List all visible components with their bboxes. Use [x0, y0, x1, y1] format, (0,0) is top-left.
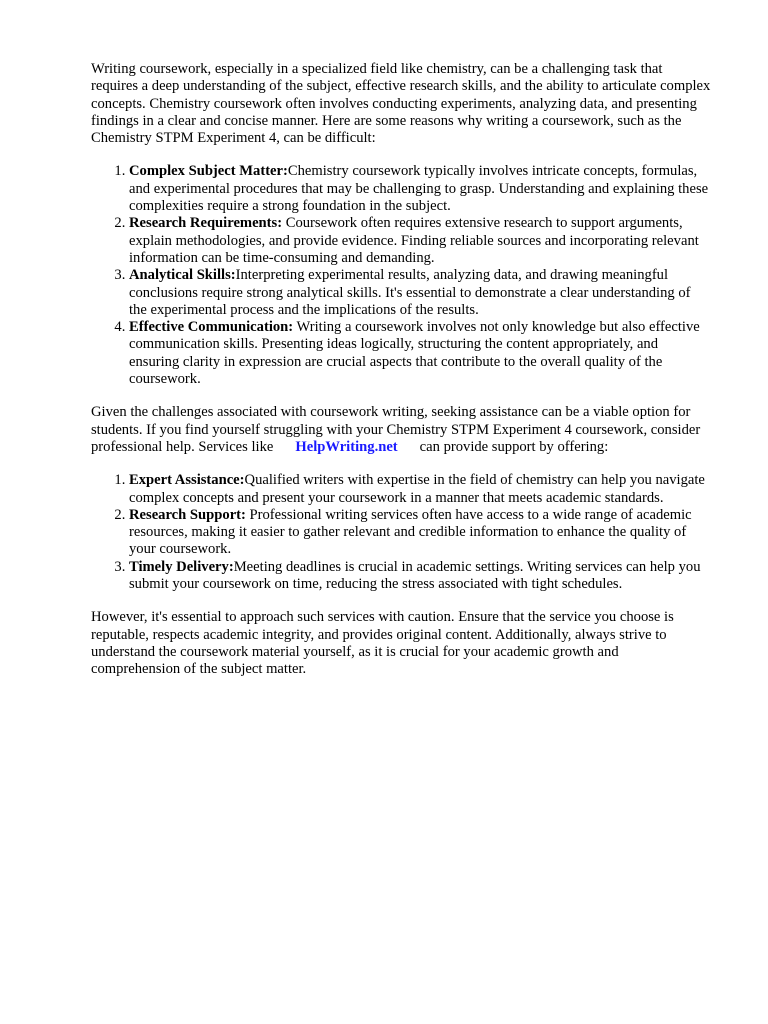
list-item [129, 559, 711, 594]
list-item [129, 319, 711, 388]
list-item-term: Analytical Skills: [129, 267, 236, 284]
list-item [129, 507, 711, 559]
list-item-text: Interpreting experimental results, analyzing data, and drawing meaningful conclusions require strong analytical skills. It's essential to demonstrate a clear understanding of the experimental process and the implications of the results. [129, 267, 691, 318]
help-paragraph [91, 404, 711, 456]
help-paragraph-text-end: can provide support by offering: [419, 438, 609, 455]
reasons-list [91, 163, 711, 388]
intro-paragraph: Writing coursework, especially in a specialized field like chemistry, can be a challenging task that requires a deep understanding of the subject, effective research skills, and the ability to articulate complex concepts. Chemistry coursework often involves conducting experiments, analyzing data, and presenting findings in a clear and concise manner. Here are some reasons why writing a coursework, such as the Chemistry STPM Experiment 4, can be difficult: [91, 61, 711, 147]
list-item-term: Research Support: [129, 506, 246, 523]
list-item-term: Timely Delivery: [129, 558, 234, 575]
list-item-text: Writing a coursework involves not only knowledge but also effective communication skills. Presenting ideas logically, structuring the content appropriately, and ensuring clarity in expression are crucial aspects that contribute to the overall quality of the coursework. [129, 319, 700, 388]
benefits-list [91, 472, 711, 593]
helpwriting-link[interactable]: HelpWriting.net [295, 438, 398, 455]
list-item-text: Chemistry coursework typically involves intricate concepts, formulas, and experimental procedures that may be challenging to grasp. Understanding and explaining these complexities require a strong foundation in the subject. [129, 163, 709, 215]
list-item-text: Qualified writers with expertise in the field of chemistry can help you navigate complex concepts and present your coursework in a manner that meets academic standards. [129, 472, 705, 506]
list-item-term: Effective Communication: [129, 319, 294, 336]
list-item [129, 472, 711, 507]
list-item [129, 215, 711, 267]
closing-paragraph: However, it's essential to approach such services with caution. Ensure that the service you choose is reputable, respects academic integrity, and provides original content. Additionally, always strive to understand the coursework material yourself, as it is crucial for your academic growth and comprehension of the subject matter. [91, 609, 674, 678]
list-item [129, 267, 711, 319]
list-item-term: Expert Assistance: [129, 472, 245, 489]
document-page [91, 61, 711, 695]
list-item [129, 163, 711, 215]
list-item-text: Professional writing services often have access to a wide range of academic resources, making it easier to gather relevant and credible information to enhance the quality of your coursework. [129, 506, 692, 558]
list-item-text: Meeting deadlines is crucial in academic settings. Writing services can help you submit your coursework on time, reducing the stress associated with tight schedules. [129, 558, 701, 593]
list-item-term: Research Requirements: [129, 215, 283, 232]
list-item-term: Complex Subject Matter: [129, 163, 288, 180]
list-item-text: Coursework often requires extensive research to support arguments, explain methodologies, and provide evidence. Finding reliable sources and incorporating relevant information can be time-consuming and demanding. [129, 215, 699, 266]
help-paragraph-text: Given the challenges associated with coursework writing, seeking assistance can be a viable option for students. If you find yourself struggling with your Chemistry STPM Experiment 4 coursework, consider professional help. Services like [91, 404, 701, 455]
